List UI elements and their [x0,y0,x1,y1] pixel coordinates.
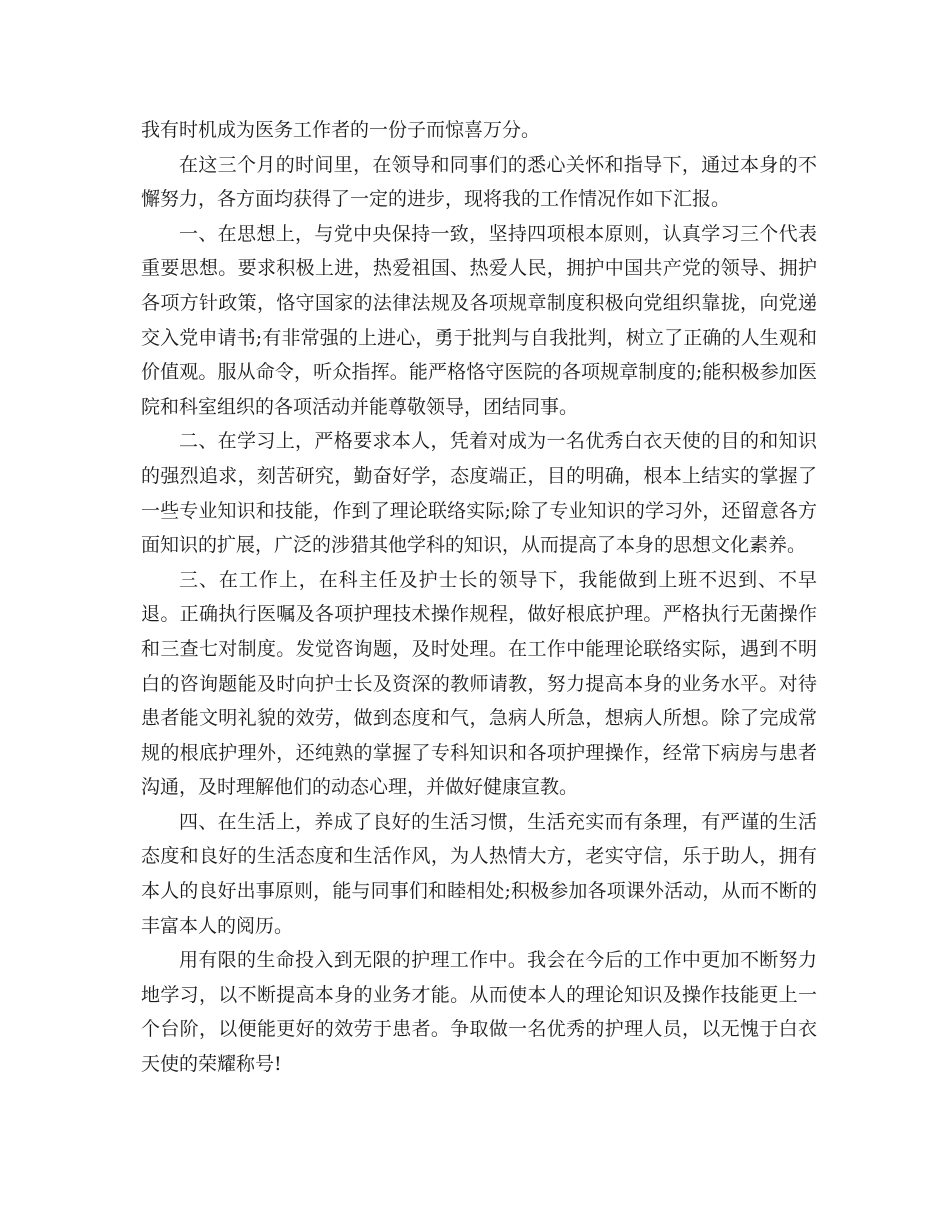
paragraph-5-work: 三、在工作上，在科主任及护士长的领导下，我能做到上班不迟到、不早退。正确执行医嘱及各项护理技术操作规程，做好根底护理。严格执行无菌操作和三查七对制度。发觉咨询题，及时处理。在工作中能理论联络实际，遇到不明白的咨询题能及时向护士长及资深的教师请教，努力提高本身的业务水平。对待患者能文明礼貌的效劳，做到态度和气，急病人所急，想病人所想。除了完成常规的根底护理外，还纯熟的掌握了专科知识和各项护理操作，经常下病房与患者沟通，及时理解他们的动态心理，并做好健康宣教。 [141,568,817,799]
paragraph-3-ideology: 一、在思想上，与党中央保持一致，坚持四项根本原则，认真学习三个代表重要思想。要求积极上进，热爱祖国、热爱人民，拥护中国共产党的领导、拥护各项方针政策，恪守国家的法律法规及各项规章制度积极向党组织靠拢，向党递交入党申请书;有非常强的上进心，勇于批判与自我批判，树立了正确的人生观和价值观。服从命令，听众指挥。能严格恪守医院的各项规章制度的;能积极参加医院和科室组织的各项活动并能尊敬领导，团结同事。 [141,222,817,418]
paragraph-7-conclusion: 用有限的生命投入到无限的护理工作中。我会在今后的工作中更加不断努力地学习，以不断提高本身的业务才能。从而使本人的理论知识及操作技能更上一个台阶，以便能更好的效劳于患者。争取做一名优秀的护理人员，以无愧于白衣天使的荣耀称号! [141,949,817,1076]
document-body [141,113,817,1082]
paragraph-2: 在这三个月的时间里，在领导和同事们的悉心关怀和指导下，通过本身的不懈努力，各方面均获得了一定的进步，现将我的工作情况作如下汇报。 [141,153,817,211]
paragraph-6-life: 四、在生活上，养成了良好的生活习惯，生活充实而有条理，有严谨的生活态度和良好的生活态度和生活作风，为人热情大方，老实守信，乐于助人，拥有本人的良好出事原则，能与同事们和睦相处;积极参加各项课外活动，从而不断的丰富本人的阅历。 [141,810,817,937]
paragraph-4-study: 二、在学习上，严格要求本人，凭着对成为一名优秀白衣天使的目的和知识的强烈追求，刻苦研究，勤奋好学，态度端正，目的明确，根本上结实的掌握了一些专业知识和技能，作到了理论联络实际;除了专业知识的学习外，还留意各方面知识的扩展，广泛的涉猎其他学科的知识，从而提高了本身的思想文化素养。 [141,430,817,557]
paragraph-1: 我有时机成为医务工作者的一份子而惊喜万分。 [141,119,541,141]
